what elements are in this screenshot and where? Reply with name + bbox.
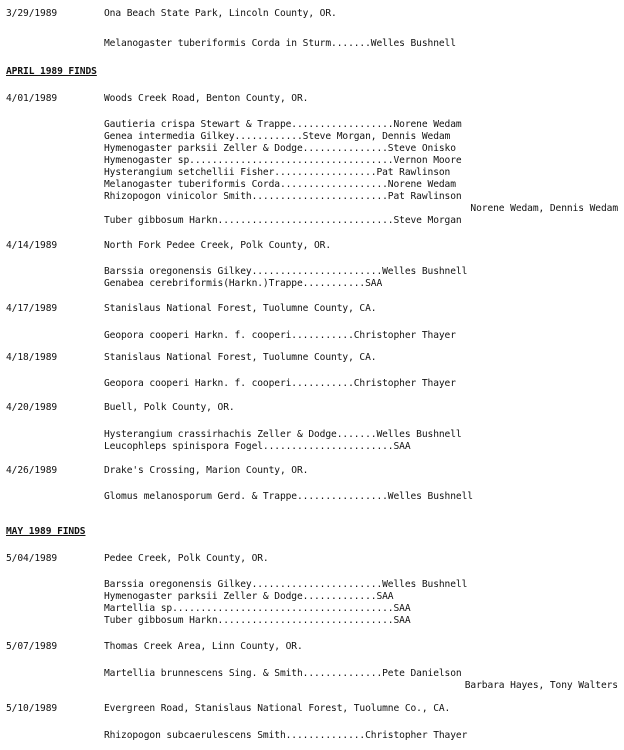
- entry-date: 4/14/1989: [6, 240, 58, 251]
- find-line: Hymenogaster parksii Zeller & Dodge.............SAA: [104, 591, 394, 602]
- entry-location: Stanislaus National Forest, Tuolumne County, CA.: [104, 303, 377, 314]
- find-line: Melanogaster tuberiformis Corda...................Norene Wedam: [104, 179, 456, 190]
- entry-date: 4/26/1989: [6, 465, 58, 476]
- entry-date: 5/07/1989: [6, 641, 58, 652]
- find-extra-collectors: Barbara Hayes, Tony Walters: [464, 680, 618, 691]
- find-line: Genabea cerebriformis(Harkn.)Trappe...........SAA: [104, 278, 383, 289]
- find-line: Hysterangium setchellii Fisher..................Pat Rawlinson: [104, 167, 451, 178]
- entry-location: Drake's Crossing, Marion County, OR.: [104, 465, 309, 476]
- entry-location: Woods Creek Road, Benton County, OR.: [104, 93, 309, 104]
- entry-location: Pedee Creek, Polk County, OR.: [104, 553, 269, 564]
- find-line: Rhizopogon subcaerulescens Smith..............Christopher Thayer: [104, 730, 468, 741]
- find-line: Geopora cooperi Harkn. f. cooperi...........Christopher Thayer: [104, 330, 456, 341]
- entry-location: Buell, Polk County, OR.: [104, 402, 235, 413]
- entry-date: 5/10/1989: [6, 703, 58, 714]
- section-header-may: MAY 1989 FINDS: [6, 526, 86, 537]
- entry-date: 4/20/1989: [6, 402, 58, 413]
- find-line: Hymenogaster sp....................................Vernon Moore: [104, 155, 462, 166]
- find-line: Leucophleps spinispora Fogel.......................SAA: [104, 441, 411, 452]
- entry-date: 5/04/1989: [6, 553, 58, 564]
- find-line: Barssia oregonensis Gilkey.......................Welles Bushnell: [104, 266, 468, 277]
- find-line: Martellia sp.......................................SAA: [104, 603, 411, 614]
- find-line: Tuber gibbosum Harkn...............................SAA: [104, 615, 411, 626]
- find-line: Tuber gibbosum Harkn...............................Steve Morgan: [104, 215, 462, 226]
- find-line: Rhizopogon vinicolor Smith........................Pat Rawlinson: [104, 191, 462, 202]
- find-line: Genea intermedia Gilkey............Steve Morgan, Dennis Wedam: [104, 131, 451, 142]
- entry-location: Thomas Creek Area, Linn County, OR.: [104, 641, 303, 652]
- find-extra-collectors: Norene Wedam, Dennis Wedam: [470, 203, 618, 214]
- entry-location: North Fork Pedee Creek, Polk County, OR.: [104, 240, 332, 251]
- find-line: Gautieria crispa Stewart & Trappe..................Norene Wedam: [104, 119, 462, 130]
- entry-date: 4/01/1989: [6, 93, 58, 104]
- entry-date: 3/29/1989: [6, 8, 58, 19]
- entry-date: 4/18/1989: [6, 352, 58, 363]
- find-line: Barssia oregonensis Gilkey.......................Welles Bushnell: [104, 579, 468, 590]
- find-line: Martellia brunnescens Sing. & Smith..............Pete Danielson: [104, 668, 462, 679]
- find-line: Melanogaster tuberiformis Corda in Sturm.......Welles Bushnell: [104, 38, 456, 49]
- find-line: Glomus melanosporum Gerd. & Trappe................Welles Bushnell: [104, 491, 473, 502]
- section-header-april: APRIL 1989 FINDS: [6, 66, 97, 77]
- find-line: Geopora cooperi Harkn. f. cooperi...........Christopher Thayer: [104, 378, 456, 389]
- entry-location: Evergreen Road, Stanislaus National Forest, Tuolumne Co., CA.: [104, 703, 451, 714]
- find-line: Hymenogaster parksii Zeller & Dodge...............Steve Onisko: [104, 143, 456, 154]
- entry-location: Stanislaus National Forest, Tuolumne County, CA.: [104, 352, 377, 363]
- entry-location: Ona Beach State Park, Lincoln County, OR.: [104, 8, 337, 19]
- find-line: Hysterangium crassirhachis Zeller & Dodge.......Welles Bushnell: [104, 429, 462, 440]
- entry-date: 4/17/1989: [6, 303, 58, 314]
